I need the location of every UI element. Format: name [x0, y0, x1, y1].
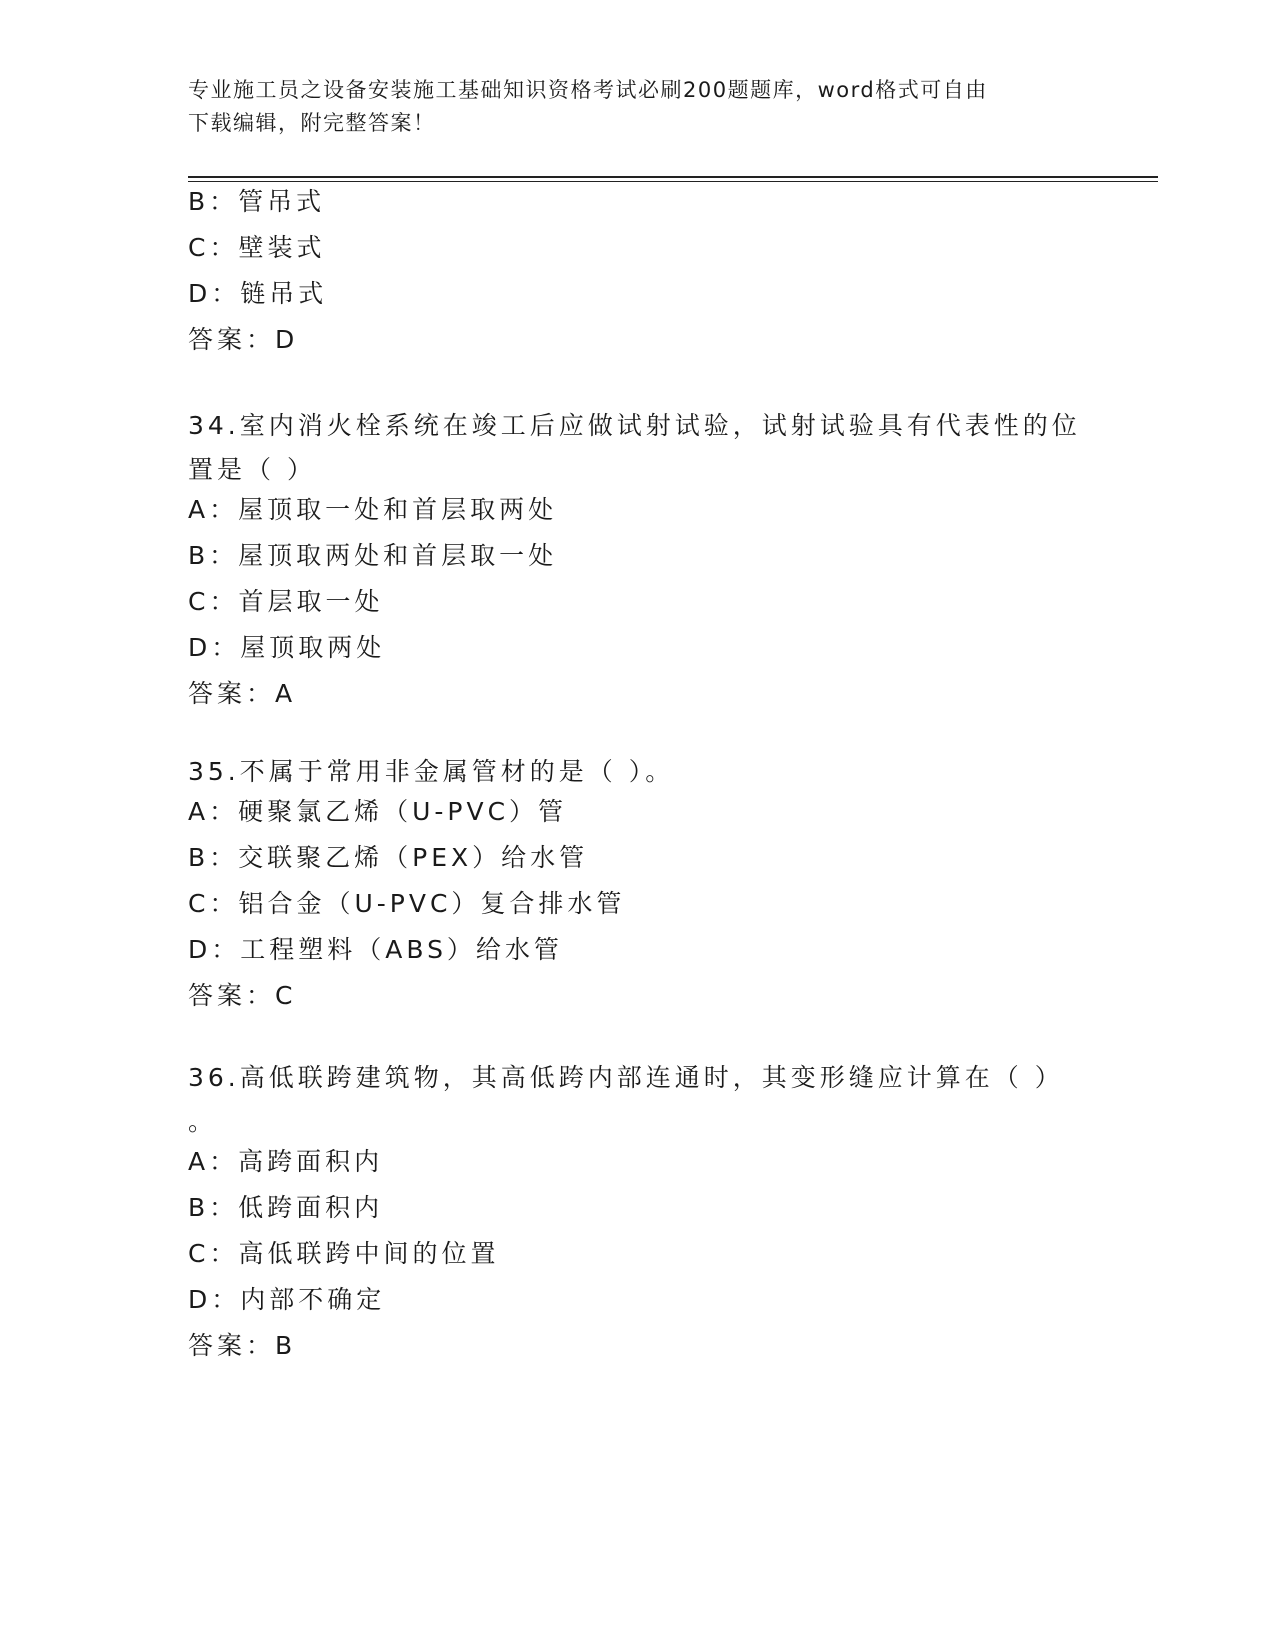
- option-c: C：高低联跨中间的位置: [188, 1239, 500, 1268]
- question-stem-line-1: 35.不属于常用非金属管材的是（ ）。: [188, 757, 675, 786]
- option-d: D：工程塑料（ABS）给水管: [188, 935, 563, 964]
- document-header: [188, 74, 1088, 140]
- question-35: [188, 750, 1088, 1024]
- option-b: B：屋顶取两处和首层取一处: [188, 541, 558, 570]
- answer: 答案：C: [188, 981, 297, 1010]
- option-d: D：内部不确定: [188, 1285, 386, 1314]
- option-b: B：管吊式: [188, 187, 326, 216]
- header-divider-thin: [188, 181, 1158, 182]
- option-a: A：屋顶取一处和首层取两处: [188, 495, 558, 524]
- option-c: C：首层取一处: [188, 587, 384, 616]
- option-c: C：壁装式: [188, 233, 326, 262]
- header-divider-thick: [188, 176, 1158, 178]
- question-stem-line-2: 置是（ ）: [188, 455, 316, 484]
- question-36: [188, 1056, 1088, 1374]
- header-line-2: 下载编辑，附完整答案！: [188, 111, 436, 135]
- question-stem-line-2: 。: [188, 1107, 218, 1136]
- option-d: D：链吊式: [188, 279, 328, 308]
- option-b: B：低跨面积内: [188, 1193, 384, 1222]
- question-34: [188, 404, 1088, 722]
- option-d: D：屋顶取两处: [188, 633, 386, 662]
- partial-question: [188, 184, 1088, 368]
- question-stem-line-1: 36.高低联跨建筑物，其高低跨内部连通时，其变形缝应计算在（ ）: [188, 1063, 1064, 1092]
- option-c: C：铝合金（U-PVC）复合排水管: [188, 889, 626, 918]
- answer: 答案：B: [188, 1331, 297, 1360]
- option-a: A：高跨面积内: [188, 1147, 384, 1176]
- option-b: B：交联聚乙烯（PEX）给水管: [188, 843, 589, 872]
- header-line-1: 专业施工员之设备安装施工基础知识资格考试必刷200题题库，word格式可自由: [188, 78, 988, 102]
- answer: 答案：A: [188, 679, 297, 708]
- answer: 答案：D: [188, 325, 299, 354]
- option-a: A：硬聚氯乙烯（U-PVC）管: [188, 797, 568, 826]
- question-stem-line-1: 34.室内消火栓系统在竣工后应做试射试验，试射试验具有代表性的位: [188, 411, 1081, 440]
